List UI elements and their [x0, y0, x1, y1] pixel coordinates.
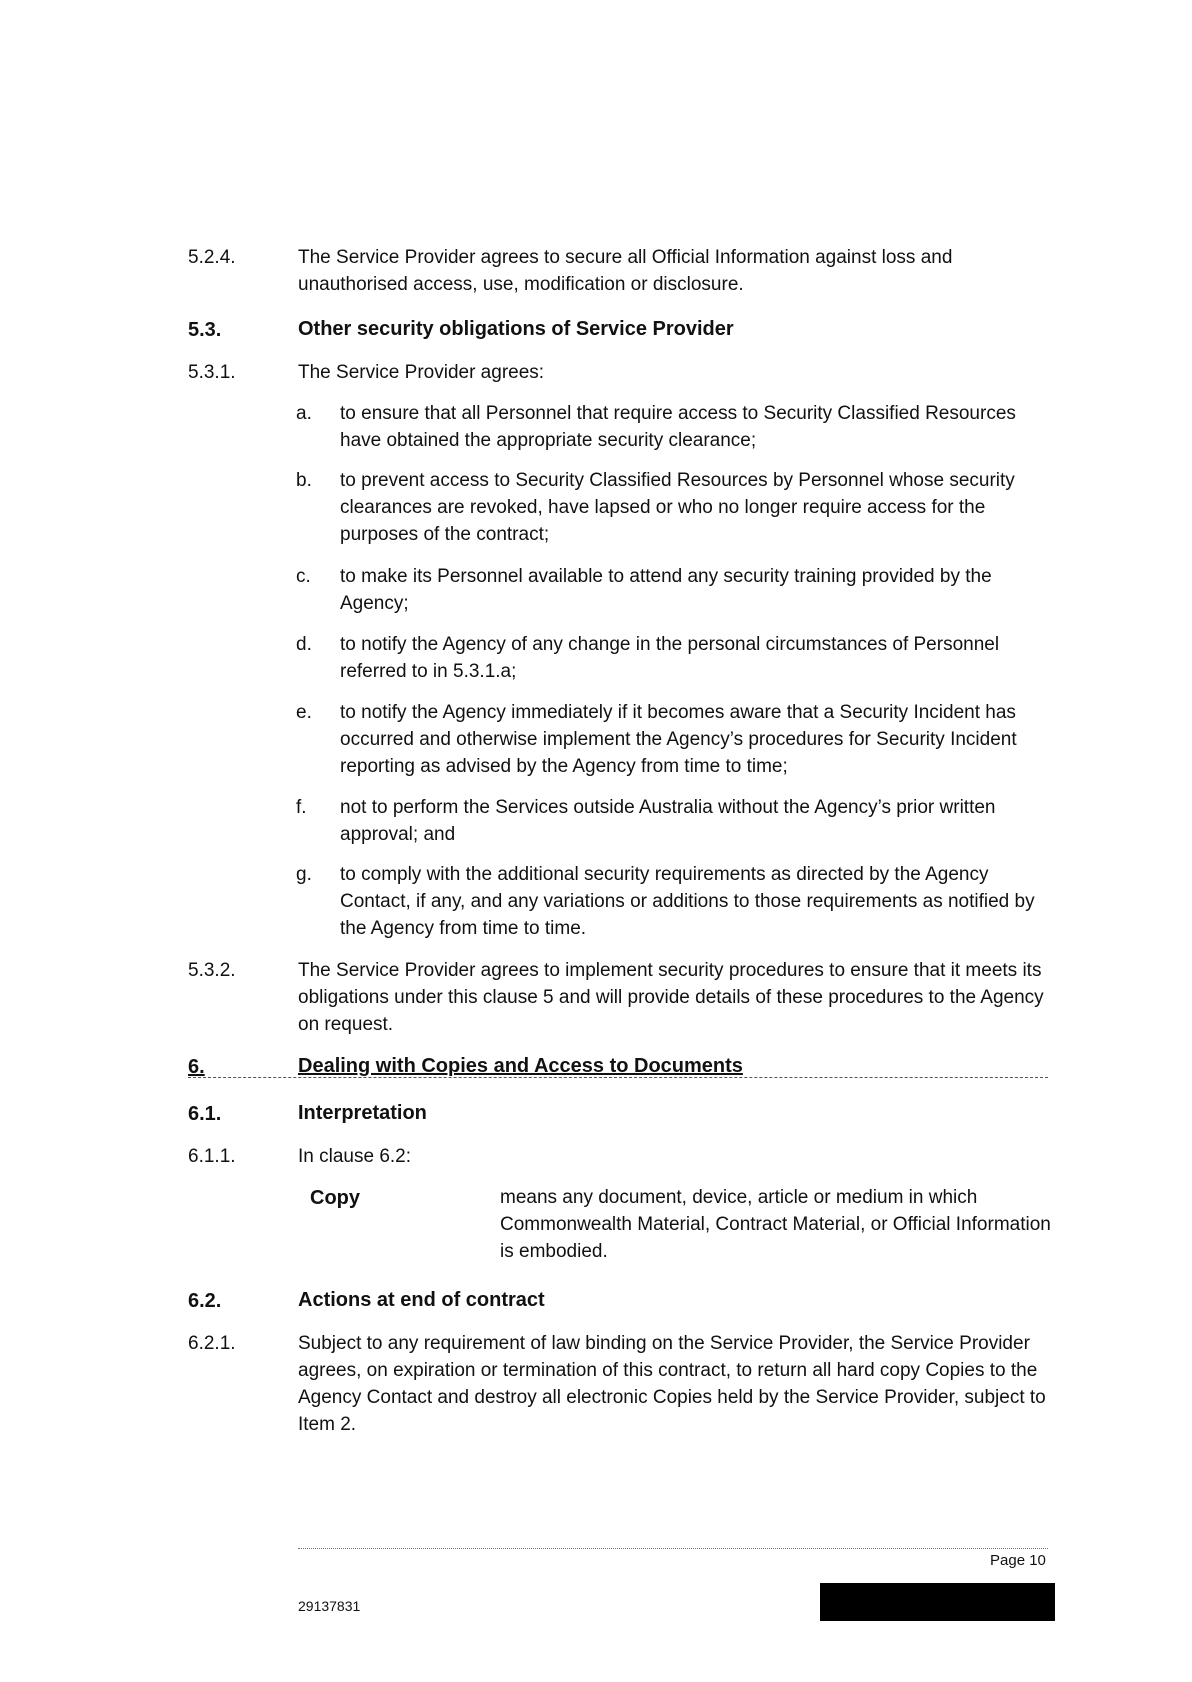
list-item-letter: e. [296, 702, 312, 723]
clause-number: 5.2.4. [188, 247, 236, 268]
clause-number: 6.2.1. [188, 1333, 236, 1354]
definition-text: means any document, device, article or medium in which Commonwealth Material, Contract Material, or Official Information is embodied. [500, 1187, 1051, 1262]
list-item-text: to comply with the additional security requirements as directed by the Agency Contact, if any, and any variations or additions to those requirements as notified by the Agency from time to time. [340, 864, 1035, 939]
clause-number: 5.3.2. [188, 960, 236, 981]
clause-text: The Service Provider agrees to secure all Official Information against loss and unauthorised access, use, modification or disclosure. [298, 247, 953, 295]
clause-text: In clause 6.2: [298, 1146, 412, 1167]
list-item-text: to make its Personnel available to attend any security training provided by the Agency; [340, 566, 992, 614]
page-number: Page 10 [990, 1552, 1046, 1569]
section-number: 5.3. [188, 319, 222, 341]
section-heading: Interpretation [298, 1102, 427, 1124]
section-number: 6.1. [188, 1103, 222, 1125]
list-item-text: to notify the Agency immediately if it becomes aware that a Security Incident has occurred and otherwise implement the Agency’s procedures for Security Incident reporting as advised by the Agency from time to time; [340, 702, 1017, 777]
definition-term: Copy [310, 1187, 360, 1209]
list-item-text: to notify the Agency of any change in the personal circumstances of Personnel referred to in 5.3.1.a; [340, 634, 1000, 682]
section-rule [188, 1077, 1048, 1078]
clause-number: 6.1.1. [188, 1146, 236, 1167]
section-heading: Actions at end of contract [298, 1289, 545, 1311]
list-item-letter: c. [296, 566, 311, 587]
document-id: 29137831 [298, 1598, 361, 1614]
section-heading: Dealing with Copies and Access to Documents [298, 1055, 743, 1077]
list-item-letter: f. [296, 797, 307, 818]
list-item-letter: d. [296, 634, 312, 655]
section-heading: Other security obligations of Service Provider [298, 318, 734, 340]
redaction-block [820, 1583, 1055, 1621]
section-number: 6. [188, 1056, 205, 1078]
list-item-letter: b. [296, 470, 312, 491]
footer-rule [298, 1548, 1048, 1549]
clause-text: The Service Provider agrees: [298, 362, 545, 383]
list-item-text: to ensure that all Personnel that require access to Security Classified Resources have obtained the appropriate security clearance; [340, 403, 1016, 451]
clause-number: 5.3.1. [188, 362, 236, 383]
list-item-text: to prevent access to Security Classified Resources by Personnel whose security clearances are revoked, have lapsed or who no longer require access for the purposes of the contract; [340, 470, 1015, 545]
list-item-letter: a. [296, 403, 312, 424]
section-number: 6.2. [188, 1290, 222, 1312]
clause-text: The Service Provider agrees to implement security procedures to ensure that it meets its obligations under this clause 5 and will provide details of these procedures to the Agency on request. [298, 960, 1044, 1035]
list-item-text: not to perform the Services outside Australia without the Agency’s prior written approval; and [340, 797, 996, 845]
clause-text: Subject to any requirement of law binding on the Service Provider, the Service Provider agrees, on expiration or termination of this contract, to return all hard copy Copies to the Agency Contact and destroy all electronic Copies held by the Service Provider, subject to Item 2. [298, 1333, 1046, 1435]
list-item-letter: g. [296, 864, 312, 885]
